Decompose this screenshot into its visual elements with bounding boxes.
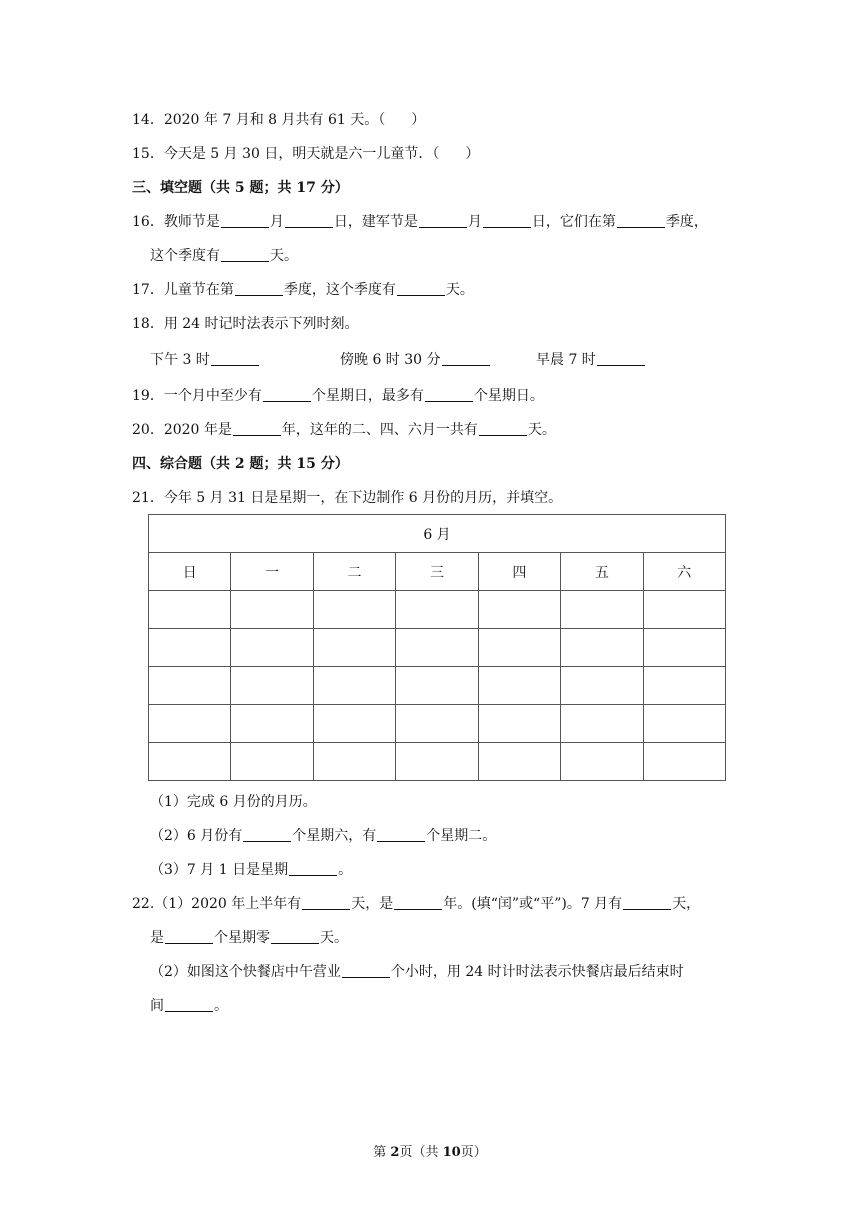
answer-blank[interactable] xyxy=(302,895,350,910)
answer-blank[interactable] xyxy=(233,421,281,436)
q21-text: 。 xyxy=(338,862,353,878)
q22-text: 间 xyxy=(150,998,164,1014)
question-18: 18．用 24 时记时法表示下列时刻。 xyxy=(132,316,359,332)
question-20 xyxy=(132,420,556,440)
calendar-cell[interactable] xyxy=(231,591,313,629)
answer-blank[interactable] xyxy=(211,351,259,366)
answer-blank[interactable] xyxy=(165,997,213,1012)
q16-text: 天。 xyxy=(270,248,298,264)
calendar-cell[interactable] xyxy=(149,667,231,705)
time-label: 早晨 7 时 xyxy=(536,352,596,368)
answer-blank[interactable] xyxy=(165,929,213,944)
answer-blank[interactable] xyxy=(442,351,490,366)
time-label: 傍晚 6 时 30 分 xyxy=(340,352,441,368)
question-22-part-2-continued xyxy=(150,996,228,1016)
q22-text: 天。 xyxy=(320,930,348,946)
calendar-cell[interactable] xyxy=(396,591,478,629)
footer-text: 第 xyxy=(373,1145,391,1160)
q22-text: 年。(填“闰”或“平”)。7 月有 xyxy=(443,896,623,912)
calendar-cell[interactable] xyxy=(231,667,313,705)
answer-blank[interactable] xyxy=(479,421,527,436)
answer-blank[interactable] xyxy=(425,387,473,402)
q17-text: 季度，这个季度有 xyxy=(283,282,396,298)
calendar-cell[interactable] xyxy=(561,743,643,781)
weekday-header: 六 xyxy=(643,553,725,591)
calendar-row xyxy=(149,743,726,781)
calendar-cell[interactable] xyxy=(231,705,313,743)
section-heading-comprehensive: 四、综合题（共 2 题；共 15 分） xyxy=(132,456,349,472)
calendar-cell[interactable] xyxy=(149,743,231,781)
calendar-cell[interactable] xyxy=(149,591,231,629)
calendar-cell[interactable] xyxy=(643,667,725,705)
calendar-cell[interactable] xyxy=(149,705,231,743)
question-18-time-1 xyxy=(150,350,260,370)
question-text: 15．今天是 5 月 30 日，明天就是六一儿童节．（ xyxy=(132,146,440,162)
weekday-header: 五 xyxy=(561,553,643,591)
q17-text: 17．儿童节在第 xyxy=(132,282,234,298)
q21-text: 个星期六，有 xyxy=(292,828,377,844)
calendar-cell[interactable] xyxy=(478,629,560,667)
answer-blank[interactable] xyxy=(597,351,645,366)
paren-close: ） xyxy=(411,112,426,128)
q16-text: 日，它们在第 xyxy=(531,214,616,230)
question-14 xyxy=(132,110,425,130)
calendar-row xyxy=(149,667,726,705)
paren-close: ） xyxy=(465,146,480,162)
calendar-cell[interactable] xyxy=(561,629,643,667)
june-calendar-table xyxy=(148,514,726,781)
calendar-cell[interactable] xyxy=(643,629,725,667)
q21-text: （2）6 月份有 xyxy=(150,828,243,844)
q16-text: 这个季度有 xyxy=(150,248,220,264)
page-number: 2 xyxy=(390,1145,400,1160)
weekday-header: 二 xyxy=(313,553,395,591)
time-label: 下午 3 时 xyxy=(150,352,210,368)
question-21-part-2 xyxy=(150,826,496,846)
q22-text: 个星期零 xyxy=(214,930,270,946)
section-heading-fill-in: 三、填空题（共 5 题；共 17 分） xyxy=(132,180,349,196)
q20-text: 年，这年的二、四、六月一共有 xyxy=(281,422,478,438)
calendar-cell[interactable] xyxy=(561,667,643,705)
calendar-cell[interactable] xyxy=(313,743,395,781)
answer-blank[interactable] xyxy=(221,247,269,262)
q21-text: 个星期二。 xyxy=(426,828,497,844)
calendar-cell[interactable] xyxy=(313,591,395,629)
answer-blank[interactable] xyxy=(397,281,445,296)
calendar-row xyxy=(149,705,726,743)
calendar-cell[interactable] xyxy=(561,591,643,629)
q19-text: 19．一个月中至少有 xyxy=(132,388,262,404)
answer-blank[interactable] xyxy=(289,861,337,876)
weekday-header: 日 xyxy=(149,553,231,591)
question-17 xyxy=(132,280,474,300)
answer-blank[interactable] xyxy=(285,213,333,228)
calendar-cell[interactable] xyxy=(396,705,478,743)
answer-blank[interactable] xyxy=(419,213,467,228)
calendar-month-title: 6 月 xyxy=(149,515,726,553)
q20-text: 20．2020 年是 xyxy=(132,422,232,438)
answer-blank[interactable] xyxy=(623,895,671,910)
calendar-cell[interactable] xyxy=(643,705,725,743)
calendar-cell[interactable] xyxy=(643,743,725,781)
answer-blank[interactable] xyxy=(617,213,665,228)
page-total: 10 xyxy=(442,1145,461,1160)
question-21-part-1: （1）完成 6 月份的月历。 xyxy=(150,794,317,810)
answer-blank[interactable] xyxy=(342,963,390,978)
q16-text: 月 xyxy=(269,214,284,230)
q16-text: 月 xyxy=(467,214,482,230)
calendar-cell[interactable] xyxy=(313,705,395,743)
calendar-cell[interactable] xyxy=(396,667,478,705)
answer-blank[interactable] xyxy=(271,929,319,944)
calendar-cell[interactable] xyxy=(478,743,560,781)
q22-text: 个小时，用 24 时计时法表示快餐店最后结束时 xyxy=(390,964,684,980)
question-18-time-3 xyxy=(536,350,646,370)
question-19 xyxy=(132,386,544,406)
calendar-cell[interactable] xyxy=(561,705,643,743)
q21-text: （3）7 月 1 日是星期 xyxy=(150,862,289,878)
q22-text: 天， xyxy=(672,896,701,912)
calendar-cell[interactable] xyxy=(643,591,725,629)
answer-blank[interactable] xyxy=(221,213,269,228)
weekday-header: 三 xyxy=(396,553,478,591)
weekday-header: 四 xyxy=(478,553,560,591)
footer-text: 页） xyxy=(460,1145,487,1160)
q19-text: 个星期日。 xyxy=(473,388,544,404)
calendar-cell[interactable] xyxy=(478,667,560,705)
question-18-time-2 xyxy=(340,350,491,370)
calendar-cell[interactable] xyxy=(396,629,478,667)
question-22 xyxy=(132,894,700,914)
q16-text: 季度， xyxy=(665,214,708,230)
question-22-part-2 xyxy=(150,962,684,982)
calendar-cell[interactable] xyxy=(396,743,478,781)
q16-text: 日，建军节是 xyxy=(333,214,418,230)
q22-text: 天，是 xyxy=(351,896,394,912)
calendar-cell[interactable] xyxy=(313,667,395,705)
q20-text: 天。 xyxy=(527,422,556,438)
calendar-cell[interactable] xyxy=(313,629,395,667)
answer-blank[interactable] xyxy=(243,827,291,842)
footer-text: 页（共 xyxy=(399,1145,443,1160)
question-15 xyxy=(132,144,479,164)
question-21: 21．今年 5 月 31 日是星期一，在下边制作 6 月份的月历，并填空。 xyxy=(132,490,563,506)
calendar-cell[interactable] xyxy=(231,629,313,667)
question-text: 14．2020 年 7 月和 8 月共有 61 天。（ xyxy=(132,112,386,128)
calendar-cell[interactable] xyxy=(478,591,560,629)
page-footer xyxy=(0,1141,860,1160)
question-16 xyxy=(132,212,708,232)
q22-text: （2）如图这个快餐店中午营业 xyxy=(150,964,341,980)
q19-text: 个星期日，最多有 xyxy=(311,388,424,404)
calendar-row xyxy=(149,591,726,629)
answer-blank[interactable] xyxy=(235,281,283,296)
calendar-cell[interactable] xyxy=(149,629,231,667)
question-21-part-3 xyxy=(150,860,352,880)
answer-blank[interactable] xyxy=(377,827,425,842)
calendar-row xyxy=(149,629,726,667)
calendar-cell[interactable] xyxy=(231,743,313,781)
weekday-header: 一 xyxy=(231,553,313,591)
q22-text: 22.（1）2020 年上半年有 xyxy=(132,896,302,912)
answer-blank[interactable] xyxy=(394,895,442,910)
calendar-cell[interactable] xyxy=(478,705,560,743)
question-22-continued xyxy=(150,928,348,948)
answer-blank[interactable] xyxy=(263,387,311,402)
q22-text: 。 xyxy=(214,998,228,1014)
q17-text: 天。 xyxy=(445,282,474,298)
q22-text: 是 xyxy=(150,930,164,946)
answer-blank[interactable] xyxy=(483,213,531,228)
q16-text: 16．教师节是 xyxy=(132,214,220,230)
question-16-continued xyxy=(150,246,298,266)
